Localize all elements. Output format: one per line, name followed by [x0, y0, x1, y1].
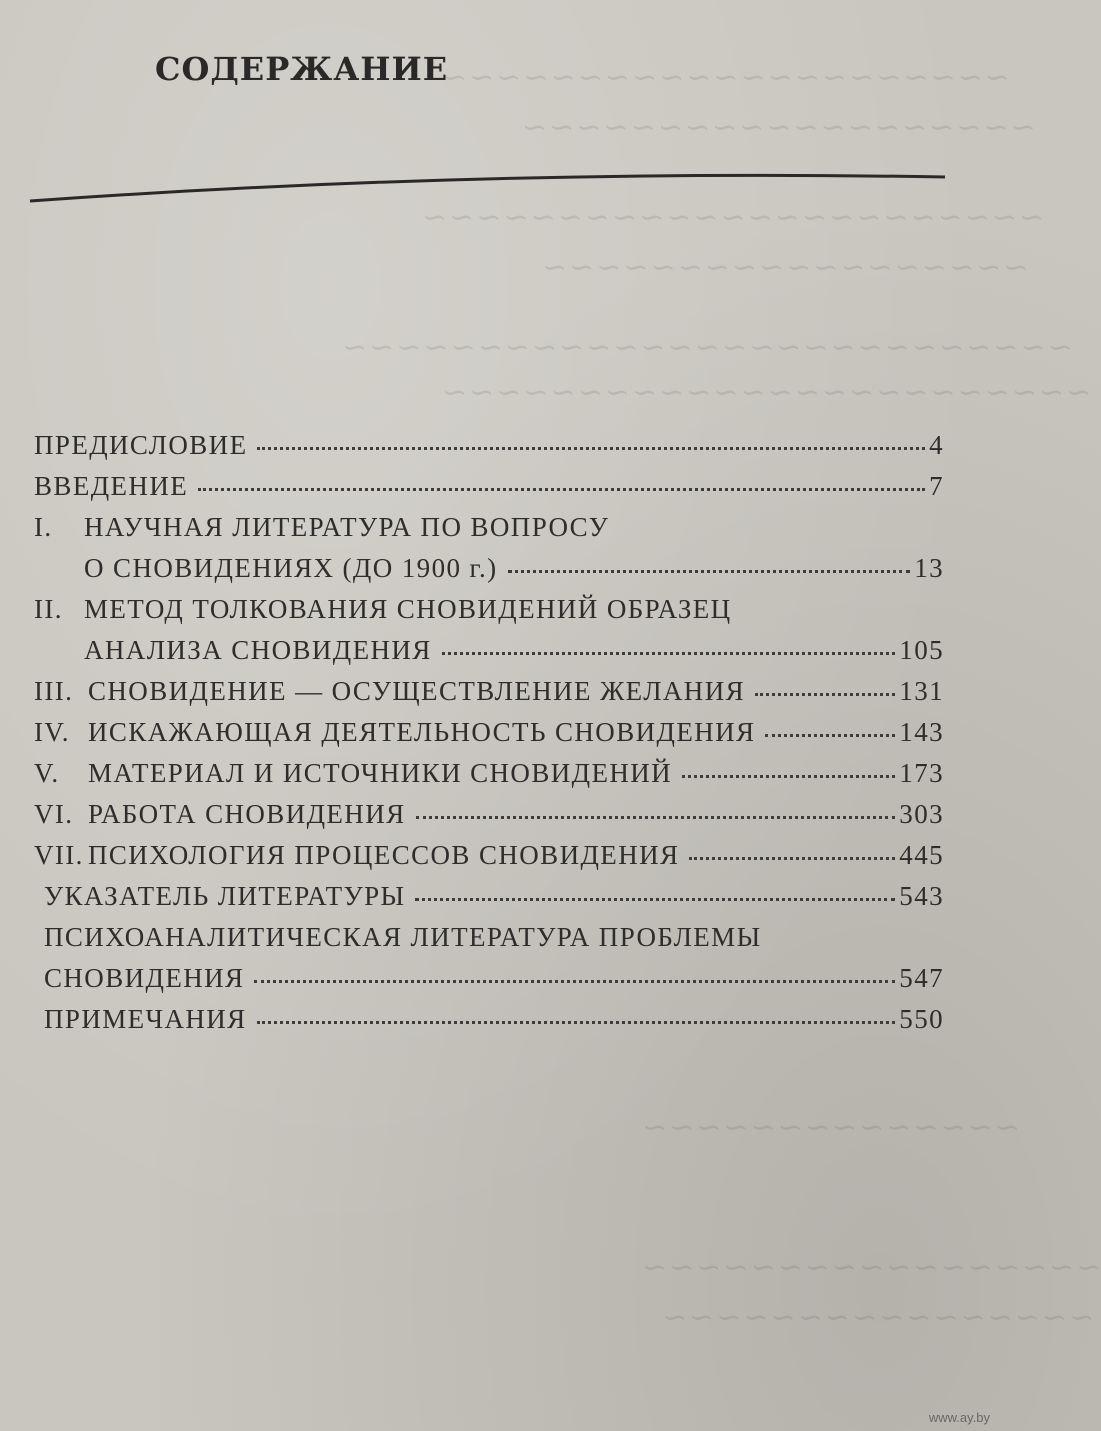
toc-entry-preface[interactable] [34, 430, 944, 471]
dot-leader [682, 775, 895, 778]
show-through-text: ~~~~~~~~~~~~~~~~~~~~~~~ [420, 200, 1045, 235]
toc-entry-chapter-3[interactable] [34, 676, 944, 717]
toc-entry-label-continued: СНОВИДЕНИЯ [44, 963, 245, 993]
toc-page-number: 7 [929, 471, 944, 501]
toc-entry-psychoanalytic-literature[interactable] [34, 922, 944, 1004]
dot-leader [254, 980, 895, 983]
chapter-number: I. [34, 512, 53, 542]
toc-page-number: 547 [899, 963, 944, 993]
toc-entry-label-continued: О СНОВИДЕНИЯХ (ДО 1900 г.) [84, 553, 498, 583]
toc-entry-chapter-5[interactable] [34, 758, 944, 799]
dot-leader [415, 898, 895, 901]
dot-leader [257, 1021, 896, 1024]
table-of-contents [34, 430, 944, 1045]
page-title: СОДЕРЖАНИЕ [155, 50, 449, 88]
watermark-text: www.ay.by [928, 1410, 990, 1425]
show-through-text: ~~~~~~~~~~~~~~~~~~~~~~~~~~~ [340, 330, 1073, 365]
chapter-number: IV. [34, 717, 70, 747]
toc-page-number: 543 [899, 881, 944, 911]
toc-entry-bibliography[interactable] [34, 881, 944, 922]
toc-entry-label: ПСИХОАНАЛИТИЧЕСКАЯ ЛИТЕРАТУРА ПРОБЛЕМЫ [44, 922, 762, 952]
toc-page-number: 131 [899, 676, 944, 706]
toc-page-number: 303 [899, 799, 944, 829]
show-through-text: ~~~~~~~~~~~~~~~~~~ [540, 250, 1029, 285]
chapter-number: III. [34, 676, 74, 706]
show-through-text: ~~~~~~~~~~~~~~~~~ [640, 1250, 1101, 1285]
dot-leader [257, 447, 925, 450]
toc-entry-label: МАТЕРИАЛ И ИСТОЧНИКИ СНОВИДЕНИЙ [88, 758, 673, 788]
toc-page-number: 445 [899, 840, 944, 870]
toc-entry-introduction[interactable] [34, 471, 944, 512]
toc-page-number: 173 [899, 758, 944, 788]
toc-entry-chapter-7[interactable] [34, 840, 944, 881]
toc-entry-chapter-1[interactable] [34, 512, 944, 594]
dot-leader [755, 693, 895, 696]
toc-entry-label: ПСИХОЛОГИЯ ПРОЦЕССОВ СНОВИДЕНИЯ [88, 840, 680, 870]
toc-entry-label-continued: АНАЛИЗА СНОВИДЕНИЯ [84, 635, 432, 665]
toc-page-number: 550 [899, 1004, 944, 1034]
toc-page-number: 13 [914, 553, 944, 583]
dot-leader [198, 488, 925, 491]
toc-page-number: 4 [929, 430, 944, 460]
toc-entry-chapter-6[interactable] [34, 799, 944, 840]
toc-entry-label: СНОВИДЕНИЕ — ОСУЩЕСТВЛЕНИЕ ЖЕЛАНИЯ [88, 676, 746, 706]
toc-entry-label: МЕТОД ТОЛКОВАНИЯ СНОВИДЕНИЙ ОБРАЗЕЦ [84, 594, 732, 624]
show-through-text: ~~~~~~~~~~~~~~~~ [660, 1300, 1095, 1335]
toc-entry-chapter-2[interactable] [34, 594, 944, 676]
show-through-text: ~~~~~~~~~~~~~~~~~~~ [520, 110, 1036, 145]
toc-entry-label: ВВЕДЕНИЕ [34, 471, 189, 501]
dot-leader [416, 816, 896, 819]
chapter-number: VI. [34, 799, 74, 829]
toc-entry-label: РАБОТА СНОВИДЕНИЯ [88, 799, 406, 829]
show-through-text: ~~~~~~~~~~~~~~ [640, 1110, 1020, 1145]
show-through-text: ~~~~~~~~~~~~~~~~~~~~~ [440, 60, 1010, 95]
dot-leader [442, 652, 896, 655]
toc-entry-label: ПРЕДИСЛОВИЕ [34, 430, 248, 460]
chapter-number: V. [34, 758, 60, 788]
toc-entry-notes[interactable] [34, 1004, 944, 1045]
toc-entry-label: ПРИМЕЧАНИЯ [44, 1004, 247, 1034]
toc-entry-label: НАУЧНАЯ ЛИТЕРАТУРА ПО ВОПРОСУ [84, 512, 610, 542]
toc-entry-label: УКАЗАТЕЛЬ ЛИТЕРАТУРЫ [44, 881, 406, 911]
chapter-number: II. [34, 594, 63, 624]
dot-leader [765, 734, 895, 737]
dot-leader [689, 857, 895, 860]
toc-page-number: 105 [899, 635, 944, 665]
chapter-number: VII. [34, 840, 84, 870]
toc-entry-label: ИСКАЖАЮЩАЯ ДЕЯТЕЛЬНОСТЬ СНОВИДЕНИЯ [88, 717, 756, 747]
toc-page-number: 143 [899, 717, 944, 747]
show-through-text: ~~~~~~~~~~~~~~~~~~~~~~~~ [440, 375, 1092, 410]
dot-leader [508, 570, 911, 573]
toc-entry-chapter-4[interactable] [34, 717, 944, 758]
title-divider-line [30, 165, 945, 205]
